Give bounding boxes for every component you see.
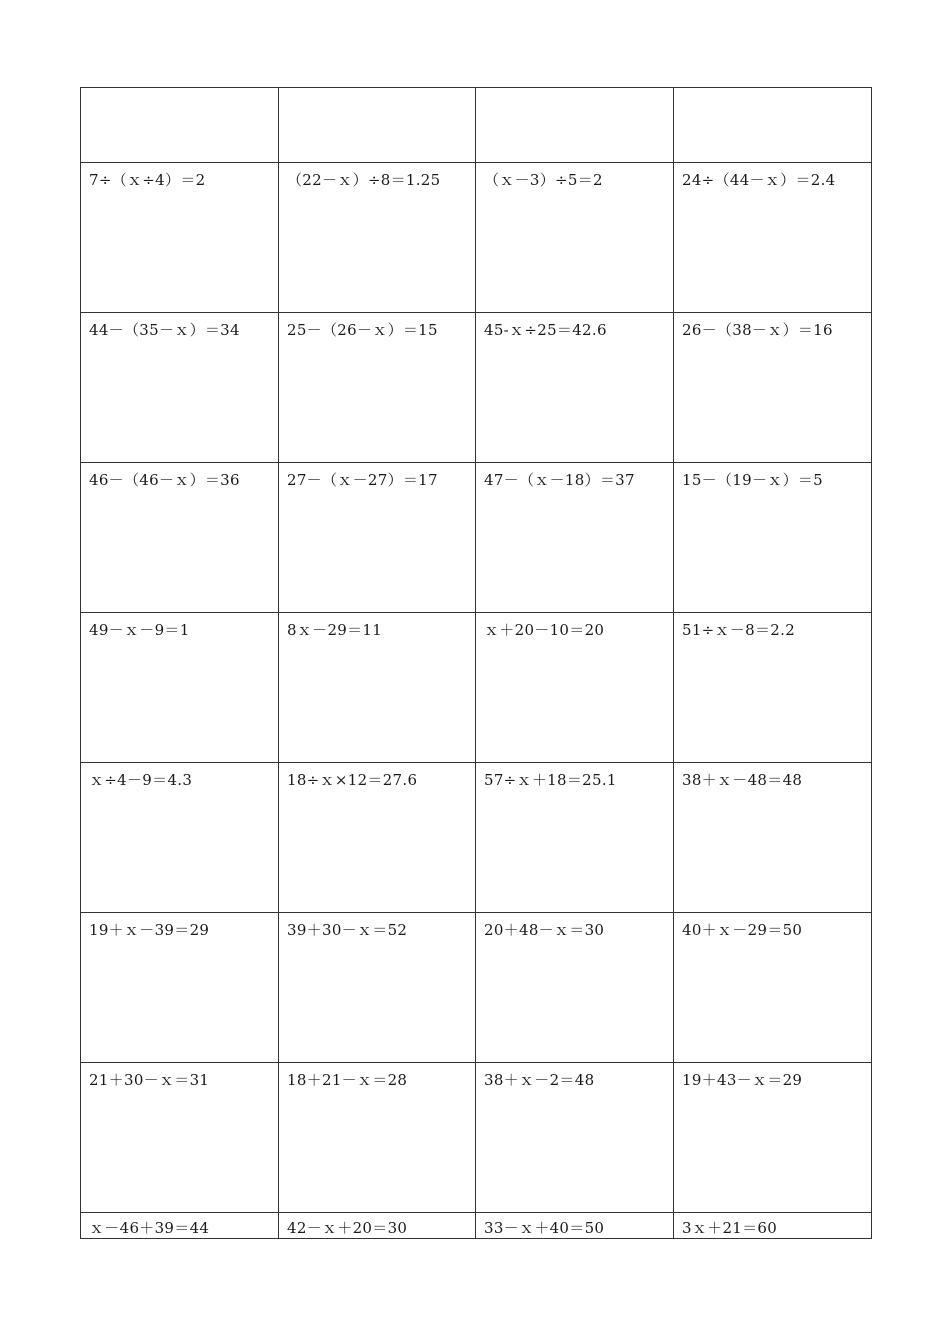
equation-cell: 21＋30－ｘ＝31: [81, 1063, 279, 1213]
equation-cell: 47－（ｘ－18）＝37: [476, 463, 674, 613]
equation-cell: 46－（46－ｘ）＝36: [81, 463, 279, 613]
blank-cell: [279, 88, 476, 163]
blank-cell: [674, 88, 872, 163]
equation-row: [81, 613, 872, 763]
blank-cell: [81, 88, 279, 163]
equation-cell: 20＋48－ｘ＝30: [476, 913, 674, 1063]
equation-row-partial: [81, 1213, 872, 1239]
equation-cell: 18÷ｘ×12＝27.6: [279, 763, 476, 913]
equation-cell: （ｘ－3）÷5＝2: [476, 163, 674, 313]
equation-cell: ｘ－46＋39＝44: [81, 1213, 279, 1239]
equation-cell: 25－（26－ｘ）＝15: [279, 313, 476, 463]
equation-row: [81, 763, 872, 913]
equation-cell: （22－ｘ）÷8＝1.25: [279, 163, 476, 313]
equation-cell: 44－（35－ｘ）＝34: [81, 313, 279, 463]
equation-cell: 18＋21－ｘ＝28: [279, 1063, 476, 1213]
equation-cell: 38＋ｘ－48＝48: [674, 763, 872, 913]
equation-cell: 19＋ｘ－39＝29: [81, 913, 279, 1063]
equation-cell: 19＋43－ｘ＝29: [674, 1063, 872, 1213]
equation-cell: 8ｘ－29＝11: [279, 613, 476, 763]
blank-cell: [476, 88, 674, 163]
equation-cell: 45-ｘ÷25＝42.6: [476, 313, 674, 463]
equation-row: [81, 913, 872, 1063]
equation-cell: 7÷（ｘ÷4）＝2: [81, 163, 279, 313]
equation-row: [81, 313, 872, 463]
equation-cell: 39＋30－ｘ＝52: [279, 913, 476, 1063]
equation-row: [81, 1063, 872, 1213]
equation-cell: 24÷（44－ｘ）＝2.4: [674, 163, 872, 313]
equation-worksheet-table: [80, 87, 872, 1239]
blank-header-row: [81, 88, 872, 163]
equation-row: [81, 463, 872, 613]
equation-cell: 42－ｘ＋20＝30: [279, 1213, 476, 1239]
equation-cell: ｘ＋20－10＝20: [476, 613, 674, 763]
equation-cell: 15－（19－ｘ）＝5: [674, 463, 872, 613]
equation-cell: ｘ÷4－9＝4.3: [81, 763, 279, 913]
equation-cell: 38＋ｘ－2＝48: [476, 1063, 674, 1213]
equation-cell: 3ｘ＋21＝60: [674, 1213, 872, 1239]
equation-cell: 33－ｘ＋40＝50: [476, 1213, 674, 1239]
equation-cell: 27－（ｘ－27）＝17: [279, 463, 476, 613]
equation-cell: 57÷ｘ＋18＝25.1: [476, 763, 674, 913]
equation-cell: 40＋ｘ－29＝50: [674, 913, 872, 1063]
equation-cell: 51÷ｘ－8＝2.2: [674, 613, 872, 763]
equation-row: [81, 163, 872, 313]
equation-cell: 26－（38－ｘ）＝16: [674, 313, 872, 463]
equation-cell: 49－ｘ－9＝1: [81, 613, 279, 763]
